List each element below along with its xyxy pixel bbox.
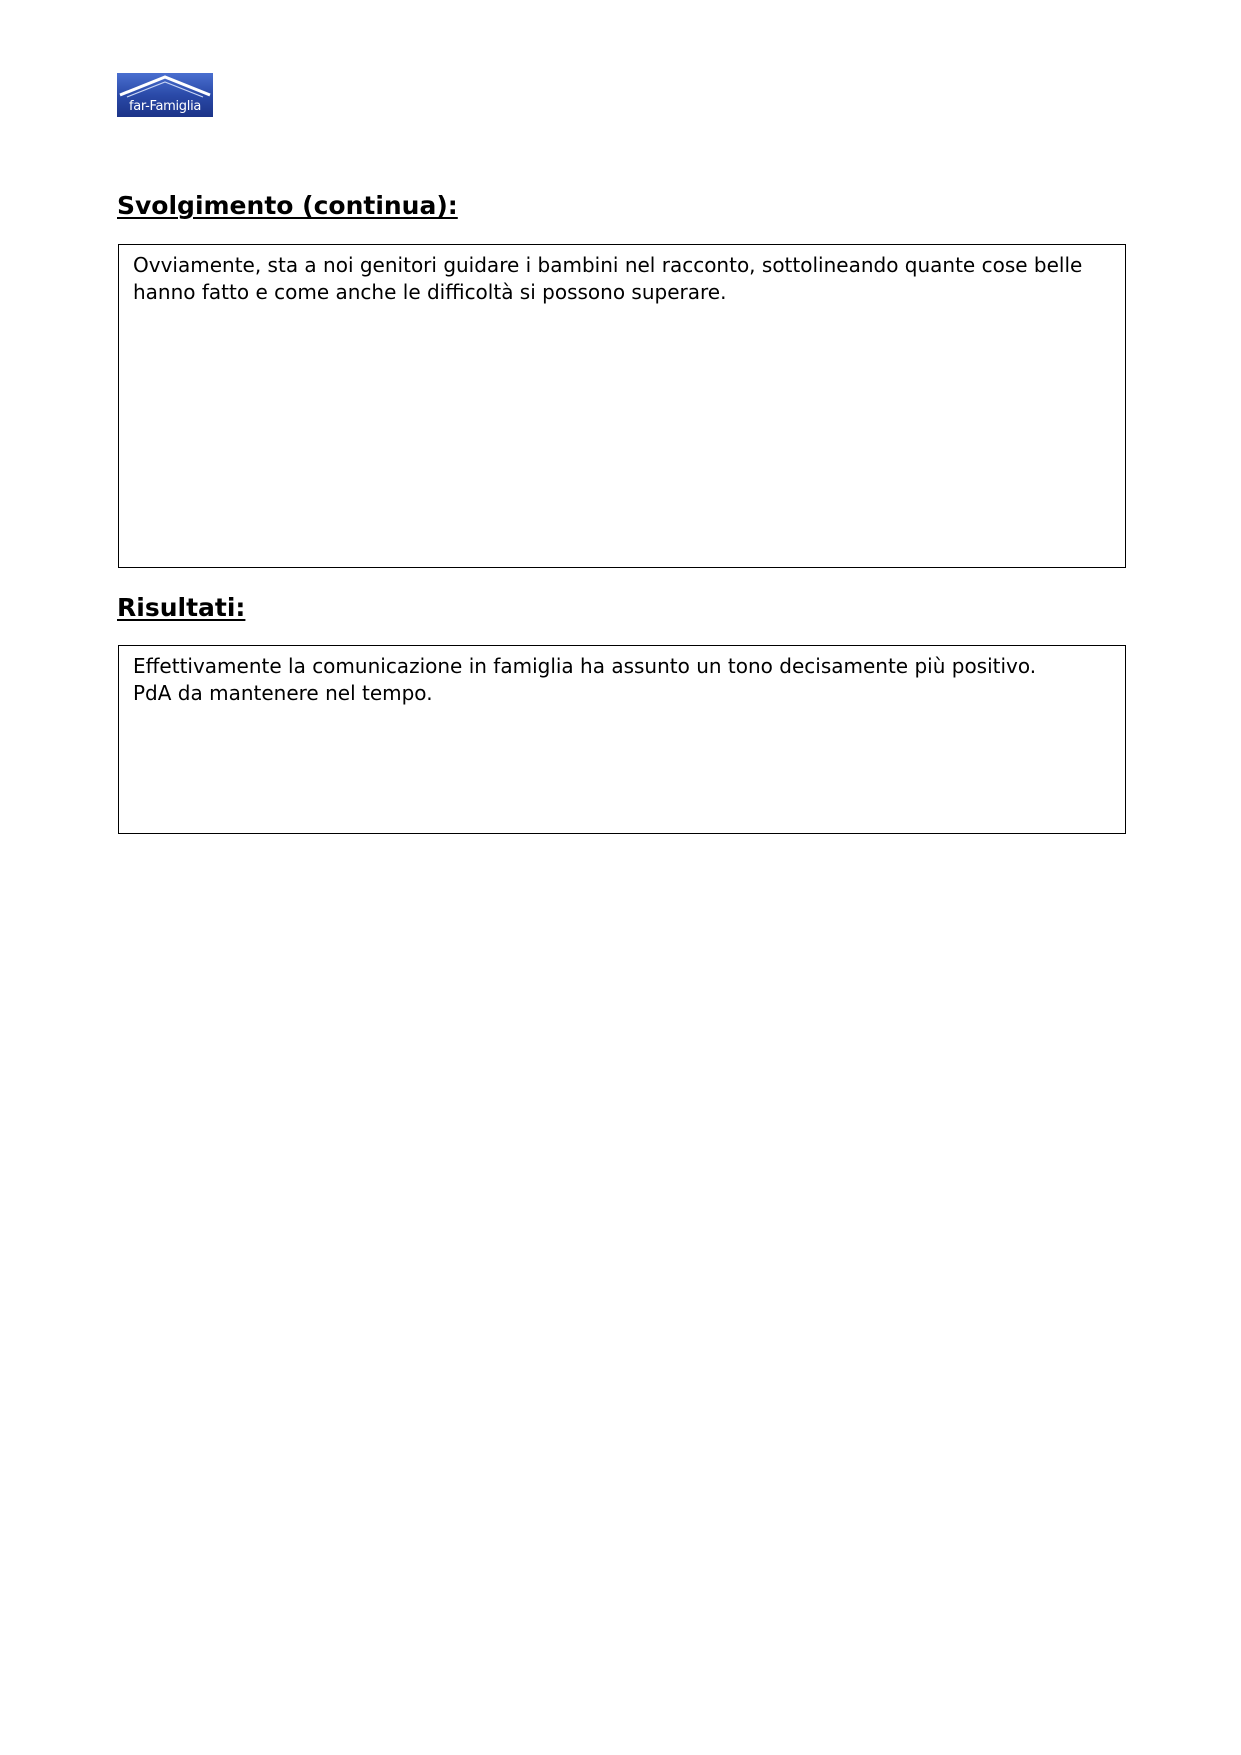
risultati-heading: Risultati: bbox=[117, 593, 246, 622]
risultati-line-1: Effettivamente la comunicazione in famiglia ha assunto un tono decisamente più positivo. bbox=[133, 654, 1037, 678]
risultati-text-box bbox=[118, 645, 1126, 834]
logo-text: far-Famiglia bbox=[128, 99, 202, 114]
svolgimento-line-1: Ovviamente, sta a noi genitori guidare i bambini nel racconto, sottolineando quante cose belle bbox=[133, 253, 1083, 277]
svolgimento-text-box bbox=[118, 244, 1126, 568]
svolgimento-line-2: hanno fatto e come anche le difficoltà si possono superare. bbox=[133, 280, 727, 304]
far-famiglia-logo bbox=[117, 73, 213, 117]
risultati-line-2: PdA da mantenere nel tempo. bbox=[133, 681, 433, 705]
svolgimento-heading: Svolgimento (continua): bbox=[117, 191, 458, 220]
